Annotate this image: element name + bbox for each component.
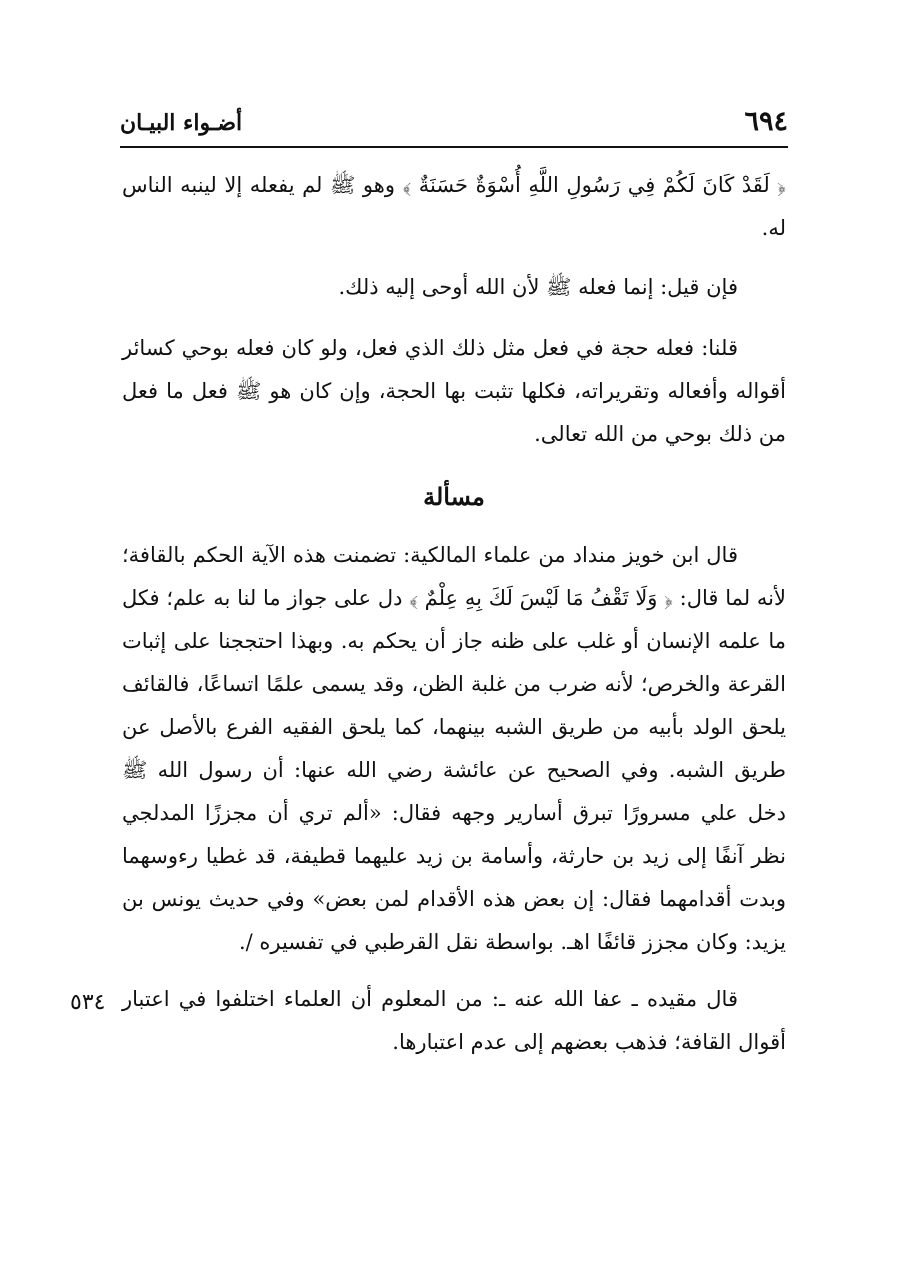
paragraph: قال مقيده ـ عفا الله عنه ـ: من المعلوم أن العلماء اختلفوا في اعتبار أقوال القافة؛ فذهب بعضهم إلى عدم اعتبارها. [122, 987, 786, 1054]
margin-page-reference: ٥٣٤ [70, 990, 106, 1015]
paragraph: فإن قيل: إنما فعله ﷺ لأن الله أوحى إليه ذلك. [338, 275, 738, 299]
page-body [122, 164, 786, 1064]
section-heading: مسألة [423, 482, 485, 511]
paragraph: ﴿ لَقَدْ كَانَ لَكُمْ فِي رَسُولِ اللَّهِ أُسْوَةٌ حَسَنَةٌ ﴾ وهو ﷺ لم يفعله إلا لينبه الناس له. [122, 173, 786, 240]
running-title: أضـواء البيـان [120, 110, 243, 136]
paragraph: قلنا: فعله حجة في فعل مثل ذلك الذي فعل، ولو كان فعله بوحي كسائر أقواله وأفعاله وتقريراته، فكلها تثبت بها الحجة، وإن كان هو ﷺ فعل ما فعل من ذلك بوحي من الله تعالى. [122, 336, 786, 446]
page-number: ٦٩٤ [744, 106, 788, 137]
header-rule [120, 146, 788, 148]
paragraph: قال ابن خويز منداد من علماء المالكية: تضمنت هذه الآية الحكم بالقافة؛ لأنه لما قال: ﴿ وَلَا تَقْفُ مَا لَيْسَ لَكَ بِهِ عِلْمٌ ﴾ دل على جواز ما لنا به علم؛ فكل ما علمه الإنسان أو غلب على ظنه جاز أن يحكم به. وبهذا احتججنا على إثبات القرعة والخرص؛ لأنه ضرب من غلبة الظن، وقد يسمى علمًا اتساعًا، فالقائف يلحق الولد بأبيه من طريق الشبه بينهما، كما يلحق الفقيه الفرع بالأصل عن طريق الشبه. وفي الصحيح عن عائشة رضي الله عنها: أن رسول الله ﷺ دخل علي مسرورًا تبرق أسارير وجهه فقال: «ألم تري أن مجززًا المدلجي نظر آنفًا إلى زيد بن حارثة، وأسامة بن زيد عليهما قطيفة، قد غطيا رءوسهما وبدت أقدامهما فقال: إن بعض هذه الأقدام لمن بعض» وفي حديث يونس بن يزيد: وكان مجزز قائفًا اهـ. بواسطة نقل القرطبي في تفسيره /. [122, 543, 786, 954]
page-header [120, 104, 788, 144]
